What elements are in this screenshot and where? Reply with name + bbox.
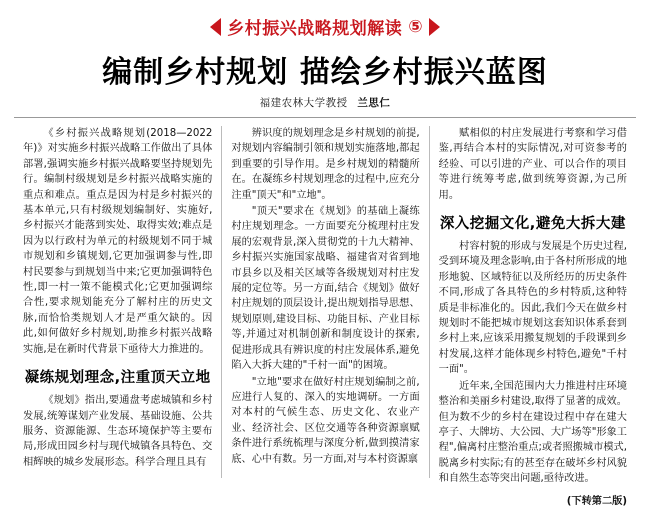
kicker-banner: [14, 14, 636, 39]
paragraph: "立地"要求在做好村庄规划编制之前,应进行人复的、深入的实地调研。一方面对本村的气候生态、历史文化、农业产业、经济社会、区位交通等各种资源禀赋条件进行系统梳理与深度分析,做到摸清家底、心中有数。另一方面,对与本村资源禀: [231, 376, 420, 465]
paragraph: 赋相似的村庄发展进行考察和学习借鉴,再结合本村的实际情况,对可资参考的经验、可以引进的产业、可以合作的项目等进行统筹考虑,做到统筹资源,为己所用。: [438, 128, 627, 201]
kicker-left-arrow-icon: [210, 18, 221, 36]
kicker-label: 乡村振兴战略规划解读: [227, 19, 403, 39]
section-subhead: 凝练规划理念,注重顶天立地: [24, 370, 211, 387]
section-subhead: 深入挖掘文化,避免大拆大建: [439, 216, 626, 233]
byline-author: 兰思仁: [357, 97, 391, 109]
paragraph: 村容村貌的形成与发展是个历史过程,受到环境及理念影响,由于各村所形成的地形地貌、区域特征以及所经历的历史条件不同,形成了各具特色的乡村特质,这种特质是非标准化的。因此,我们今天在做乡村规划时不能把城市规划这套知识体系套到乡村上来,应该采用搬复规划的手段课到乡村发展,这样才能体现乡村特色,避免"千村一面"。: [438, 241, 627, 376]
article-column-1: [14, 126, 221, 478]
paragraph: 《乡村振兴战略规划(2018—2022年)》对实施乡村振兴战略工作做出了具体部署,强调实施乡村振兴战略要坚持规划先行。编制村级规划是乡村振兴战略实施的重点和难点。重点是因为村是乡村振兴的基本单元,只有村级规划编制好、实施好,乡村振兴才能落到实处、取得实效;难点是因为以行政村为单元的村级规划不同于城市规划和乡镇规划,它更加强调参与性,即村民要参与到规划当中来;它更加强调特色性,即一村一策不能模式化;它更加强调综合性,要求规划能充分了解村庄的历史文脉,而恰恰类规划人才是严重欠缺的。因此,如何做好乡村规划,助推乡村振兴战略实施,是在新时代背景下亟待大力推进的。: [23, 128, 213, 355]
paragraph: 近年来,全国范围内大力推进村庄环境整治和美丽乡村建设,取得了显著的成效。但为数不少的乡村在建设过程中存在建大亭子、大牌坊、大公园、大广场等"形象工程",偏离村庄整治重点;或者照搬城市模式,脱离乡村实际;有的甚至存在破坏乡村风貌和自然生态等突出问题,亟待改进。: [438, 380, 627, 485]
kicker-number: ⑤: [408, 16, 423, 37]
byline-affiliation: 福建农林大学教授: [259, 97, 348, 109]
paragraph: "顶天"要求在《规划》的基础上凝练村庄规划理念。一方面要充分梳理村庄发展的宏观背景,深入贯彻党的十九大精神、乡村振兴实施国家战略、福建省对省到地市县乡以及相关区域等各级规划对村庄发展的定位等。另一方面,结合《规划》做好村庄规划的顶层设计,提出规划指导思想、规划原则,建设目标、功能目标、产业目标等,并通过对机制创新和制度设计的探索,促进形成具有辨识度的村庄发展体系,避免陷入大拆大建的"千村一面"的困境。: [231, 206, 420, 372]
article-column-3: [429, 126, 636, 507]
page-title: 编制乡村规划 描绘乡村振兴蓝图: [102, 55, 548, 90]
continuation-note: (下转第二版): [566, 495, 627, 507]
article-columns: [14, 126, 636, 507]
kicker-right-arrow-icon: [429, 18, 440, 36]
paragraph: 辨识度的规划理念是乡村规划的前提,对规划内容编制引领和规划实施落地,都起到重要的引导作用。是乡村规划的精髓所在。在凝练乡村规划理念的过程中,应充分注重"顶天"和"立地"。: [231, 128, 420, 201]
header-divider: [14, 117, 636, 118]
byline: [14, 95, 636, 110]
article-column-2: [221, 126, 428, 478]
paragraph: 《规划》指出,要通盘考虑城镇和乡村发展,统筹谋划产业发展、基础设施、公共服务、资源能源、生态环境保护等主要布局,形成田园乡村与现代城镇各具特色、交相辉映的城乡发展形态。科学合理且具有: [23, 395, 213, 468]
